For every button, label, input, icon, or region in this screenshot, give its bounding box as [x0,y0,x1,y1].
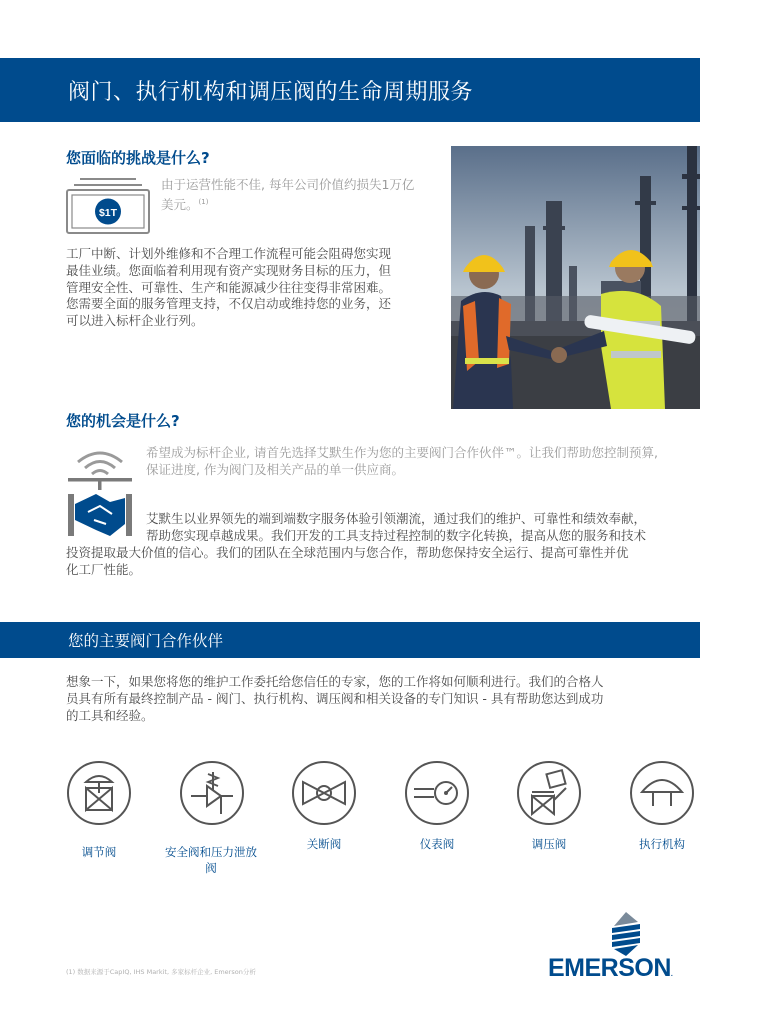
opportunity-body-line: 帮助您实现卓越成果。我们开发的工具支持过程控制的数字化转换，提高从您的服务和技术 [146,527,647,543]
emerson-logo-mark-icon [608,912,644,956]
challenge-stat-line1: 由于运营性能不佳, 每年公司价值约损失1万亿 [161,177,415,192]
isolation-valve-label: 关断阀 [306,837,342,851]
instrument-valve-label: 仪表阀 [419,837,455,851]
challenge-stat-line2-wrap [161,194,414,214]
challenge-body-line: 工厂中断、计划外维修和不合理工作流程可能会阻碍您实现 [66,246,392,261]
regulator-label: 调压阀 [531,837,567,851]
header-banner [0,58,700,122]
emerson-logo-wordmark [548,954,672,983]
challenge-body-line: 最佳业绩。您面临着利用现有资产实现财务目标的压力，但 [66,262,392,278]
partner-body [66,674,604,724]
instrument-valve-icon [404,760,470,826]
challenge-body-line: 您需要全面的服务管理支持，不仅启动或维持您的业务，还 [66,296,392,312]
partner-body-line: 的工具和经验。 [66,707,154,723]
control-valve-label: 调节阀 [81,845,117,859]
footnote: (1) 数据来源于CapIQ, IHS Markit, 多家标杆企业, Emerson分析 [66,968,256,976]
opportunity-body-bottom [66,545,629,579]
handshake-icon [66,446,134,542]
challenge-stat-line2: 美元。 [161,196,199,212]
page-title: 阀门、执行机构和调压阀的生命周期服务 [68,80,474,105]
regulator-icon [516,760,582,826]
challenge-body-line: 管理安全性、可靠性、生产和能源减少往往变得非常困难。 [66,279,392,295]
opportunity-body-line: 艾默生以业界领先的端到端数字服务体验引领潮流，通过我们的维护、可靠性和绩效奉献， [146,511,647,526]
partner-banner [0,622,700,658]
opportunity-lead-line: 保证进度, 作为阀门及相关产品的单一供应商。 [146,461,404,477]
isolation-valve-icon [291,760,357,826]
emerson-logo-text: EMERSON [548,954,671,982]
opportunity-body-line: 化工厂性能。 [66,561,142,577]
safety-relief-valve-icon [179,760,245,826]
challenge-body [66,246,436,330]
footnote-marker: (1) [198,197,209,206]
opportunity-body-line: 投资提取最大价值的信心。我们的团队在全球范围内与您合作，帮助您保持安全运行、提高可靠性并优 [66,545,629,560]
money-icon-label: $1T [98,207,118,219]
challenge-body-line: 可以进入标杆企业行列。 [66,313,204,329]
emerson-logo-mark: . [670,971,673,978]
opportunity-lead-line: 希望成为标杆企业, 请首先选择艾默生作为您的主要阀门合作伙伴™。让我们帮助您控制预算, [146,445,658,460]
opportunity-lead [146,445,658,479]
challenge-stat [161,177,414,214]
safety-relief-valve-label [163,845,259,876]
actuator-icon [629,760,695,826]
opportunity-heading: 您的机会是什么? [66,412,180,430]
partner-title: 您的主要阀门合作伙伴 [68,632,224,650]
money-icon [66,178,150,234]
control-valve-icon [66,760,132,826]
emerson-logo [548,912,708,984]
workers-refinery-photo [451,146,700,409]
challenge-heading: 您面临的挑战是什么? [66,149,210,167]
partner-body-line: 想象一下，如果您将您的维护工作委托给您信任的专家，您的工作将如何顺利进行。我们的合格人 [66,674,604,689]
partner-body-line: 员具有所有最终控制产品 - 阀门、执行机构、调压阀和相关设备的专门知识 - 具有帮助您达到成功 [66,690,604,706]
opportunity-body-top [146,511,646,545]
actuator-label: 执行机构 [639,837,685,851]
safety-relief-valve-label-text: 安全阀和压力泄放阀 [165,845,257,875]
